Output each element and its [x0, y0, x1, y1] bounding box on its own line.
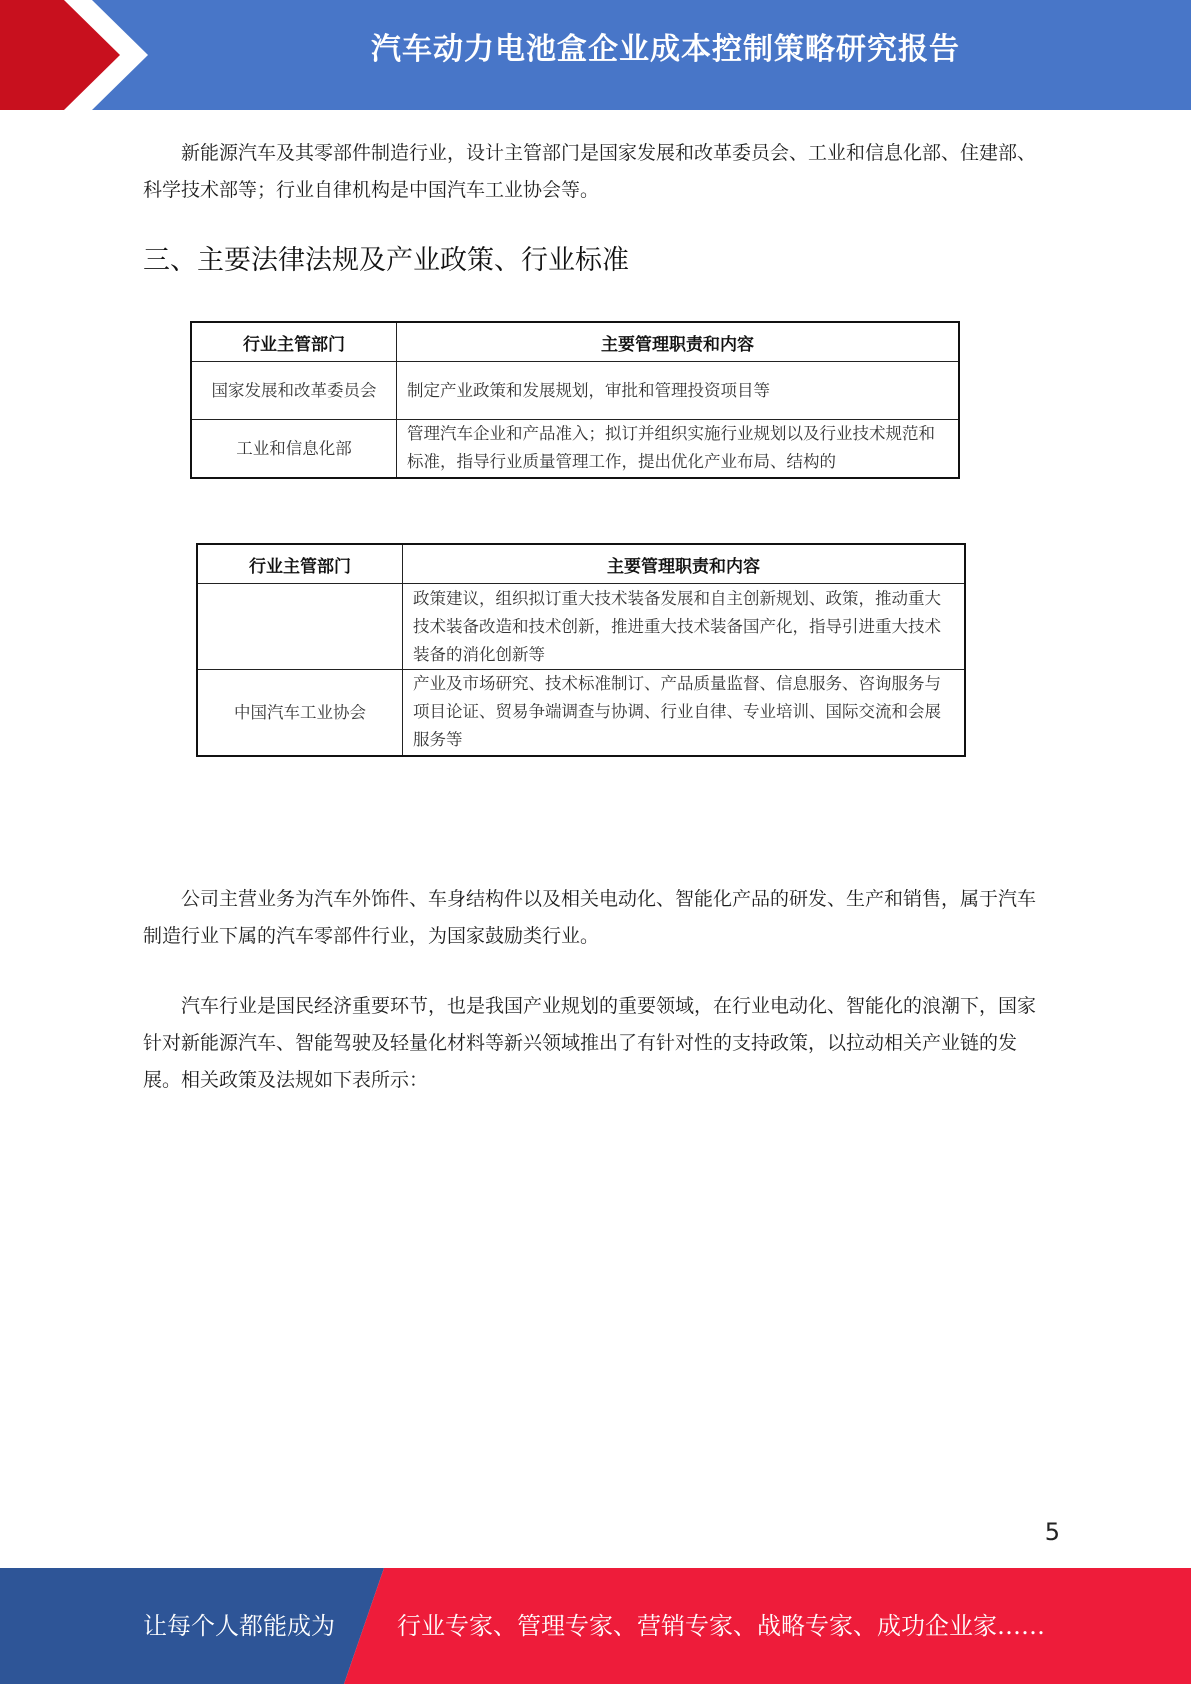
- intro-paragraph: 新能源汽车及其零部件制造行业，设计主管部门是国家发展和改革委员会、工业和信息化部、住建部、科学技术部等；行业自律机构是中国汽车工业协会等。: [143, 142, 1037, 201]
- table-header-dept: 行业主管部门: [197, 544, 403, 584]
- table-row: [197, 670, 965, 756]
- table-row: [191, 362, 959, 420]
- dept-cell: 国家发展和改革委员会: [191, 362, 397, 420]
- footer-banner: [0, 1568, 1191, 1684]
- page-number: 5: [1044, 1518, 1060, 1546]
- footer-slogan-right: 行业专家、管理专家、营销专家、战略专家、成功企业家……: [397, 1612, 1045, 1640]
- header-banner: [0, 0, 1191, 110]
- regulators-table-1: [190, 321, 960, 479]
- dept-cell: [197, 584, 403, 670]
- table-header-desc: 主要管理职责和内容: [397, 322, 960, 362]
- desc-cell: 制定产业政策和发展规划，审批和管理投资项目等: [397, 362, 960, 420]
- business-paragraph: 公司主营业务为汽车外饰件、车身结构件以及相关电动化、智能化产品的研发、生产和销售，属于汽车制造行业下属的汽车零部件行业，为国家鼓励类行业。: [143, 888, 1037, 947]
- regulators-table-2: [196, 543, 966, 757]
- desc-cell: 政策建议，组织拟订重大技术装备发展和自主创新规划、政策，推动重大技术装备改造和技术创新，推进重大技术装备国产化，指导引进重大技术装备的消化创新等: [403, 584, 966, 670]
- table-header-desc: 主要管理职责和内容: [403, 544, 966, 584]
- dept-cell: 工业和信息化部: [191, 420, 397, 478]
- policy-paragraph: 汽车行业是国民经济重要环节，也是我国产业规划的重要领域，在行业电动化、智能化的浪潮下，国家针对新能源汽车、智能驾驶及轻量化材料等新兴领域推出了有针对性的支持政策，以拉动相关产业链的发展。相关政策及法规如下表所示：: [143, 995, 1037, 1091]
- table-header-row: [197, 544, 965, 584]
- table-row: [197, 584, 965, 670]
- desc-cell: 产业及市场研究、技术标准制订、产品质量监督、信息服务、咨询服务与项目论证、贸易争端调查与协调、行业自律、专业培训、国际交流和会展服务等: [403, 670, 966, 756]
- table-header-row: [191, 322, 959, 362]
- table-row: [191, 420, 959, 478]
- report-title: 汽车动力电池盒企业成本控制策略研究报告: [371, 32, 960, 67]
- section-heading: 三、主要法律法规及产业政策、行业标准: [143, 245, 629, 276]
- table-header-dept: 行业主管部门: [191, 322, 397, 362]
- dept-cell: 中国汽车工业协会: [197, 670, 403, 756]
- footer-slogan-left: 让每个人都能成为: [143, 1612, 335, 1640]
- desc-cell: 管理汽车企业和产品准入；拟订并组织实施行业规划以及行业技术规范和标准，指导行业质量管理工作，提出优化产业布局、结构的: [397, 420, 960, 478]
